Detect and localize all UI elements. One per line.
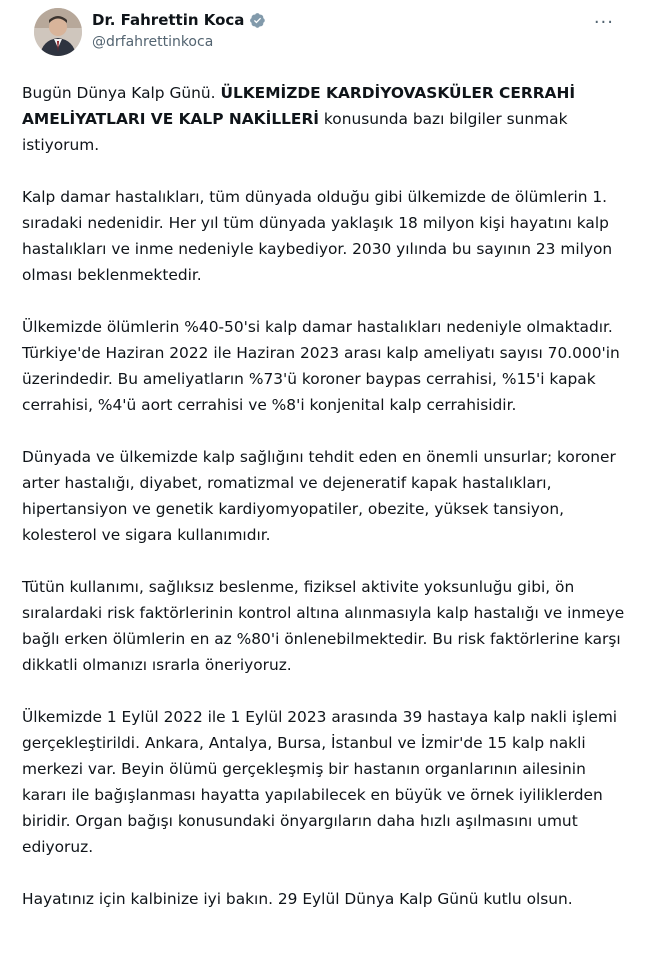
- paragraph-6: Ülkemizde 1 Eylül 2022 ile 1 Eylül 2023 arasında 39 hastaya kalp nakli işlemi gerçekleştirildi. Ankara, Antalya, Bursa, İstanbul ve İzmir'de 15 kalp nakli merkezi var. Beyin ölümü gerçekleşmiş bir hastanın organlarının ailesinin kararı ile bağışlanması hayatta yapılabilecek en büyük ve örnek iyiliklerden biridir. Organ bağışı konusundaki önyargıların daha hızlı aşılmasını umut ediyoruz.: [22, 708, 618, 856]
- author-name[interactable]: Dr. Fahrettin Koca: [92, 11, 245, 29]
- paragraph-7: Hayatınız için kalbinize iyi bakın. 29 Eylül Dünya Kalp Günü kutlu olsun.: [22, 890, 573, 908]
- more-options-icon[interactable]: ···: [593, 12, 614, 33]
- paragraph-intro: [22, 80, 628, 158]
- author-names: [92, 10, 266, 50]
- paragraph-4: Dünyada ve ülkemizde kalp sağlığını tehdit eden en önemli unsurlar; koroner arter hastalığı, diyabet, romatizmal ve dejeneratif kapak hastalıkları, hipertansiyon ve genetik kardiyomyopatiler, obezite, yüksek tansiyon, kolesterol ve sigara kullanımıdır.: [22, 448, 616, 544]
- verified-badge-icon: [249, 12, 266, 29]
- intro-pre: Bugün Dünya Kalp Günü.: [22, 84, 221, 102]
- paragraph-2: Kalp damar hastalıkları, tüm dünyada olduğu gibi ülkemizde de ölümlerin 1. sıradaki nedenidir. Her yıl tüm dünyada yaklaşık 18 milyon kişi hayatını kalp hastalıkları ve inme nedeniyle kaybediyor. 2030 yılında bu sayının 23 milyon olması beklenmektedir.: [22, 188, 613, 284]
- paragraph-5: Tütün kullanımı, sağlıksız beslenme, fiziksel aktivite yoksunluğu gibi, ön sıralardaki risk faktörlerinin kontrol altına alınmasıyla kalp hastalığı ve inmeye bağlı erken ölümlerin en az %80'i önlenebilmektedir. Bu risk faktörlerine karşı dikkatli olmanızı ısrarla öneriyoruz.: [22, 578, 625, 674]
- paragraph-3: Ülkemizde ölümlerin %40-50'si kalp damar hastalıkları nedeniyle olmaktadır. Türkiye'de Haziran 2022 ile Haziran 2023 arası kalp ameliyatı sayısı 70.000'in üzerindedir. Bu ameliyatların %73'ü koroner baypas cerrahisi, %15'i kapak cerrahisi, %4'ü aort cerrahisi ve %8'i konjenital kalp cerrahisidir.: [22, 318, 620, 414]
- tweet-text: [22, 80, 628, 938]
- name-row: [92, 10, 266, 30]
- author-handle[interactable]: @drfahrettinkoca: [92, 34, 214, 50]
- avatar-image: [34, 8, 82, 56]
- intro-post: konusunda bazı bilgiler sunmak istiyorum.: [22, 110, 568, 154]
- intro-bold: ÜLKEMİZDE KARDİYOVASKÜLER CERRAHİ AMELİYATLARI VE KALP NAKİLLERİ: [22, 84, 576, 128]
- avatar[interactable]: [34, 8, 82, 56]
- tweet-header: [22, 0, 626, 62]
